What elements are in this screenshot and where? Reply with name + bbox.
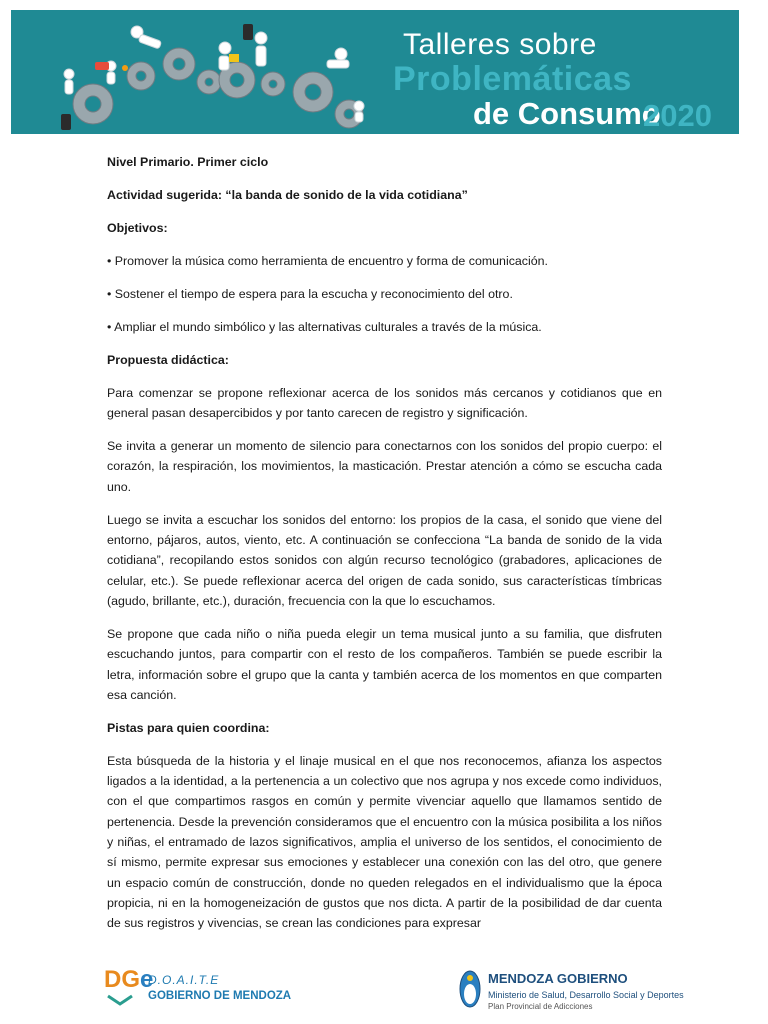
level-heading: Nivel Primario. Primer ciclo (107, 155, 269, 169)
proposal-heading: Propuesta didáctica: (107, 352, 229, 367)
plan-label: Plan Provincial de Adicciones (488, 1002, 593, 1011)
proposal-paragraph: Para comenzar se propone reflexionar acerca de los sonidos más cercanos y cotidianos que en general pasan desapercibidos y por tanto carecen de registro y significación. (107, 385, 662, 421)
dge-logo-suffix: e (140, 966, 154, 993)
objective-item: • Promover la música como herramienta de encuentro y forma de comunicación. (107, 253, 548, 268)
header-banner (11, 10, 739, 134)
gobierno-word: GOBIERNO (556, 971, 628, 986)
dge-logo-prefix: DG (104, 966, 140, 993)
activity-heading: Actividad sugerida: “la banda de sonido de la vida cotidiana” (107, 187, 468, 202)
tips-heading: Pistas para quien coordina: (107, 720, 270, 735)
header-line-1: Talleres sobre (403, 28, 597, 61)
document-body (107, 152, 662, 946)
objectives-heading: Objetivos: (107, 220, 168, 235)
proposal-paragraph: Se invita a generar un momento de silencio para conectarnos con los sonidos del propio cuerpo: el corazón, la respiración, los movimientos, la masticación. Prestar atención a cómo se escucha cada uno. (107, 439, 662, 494)
gears-illustration (11, 10, 391, 134)
proposal-paragraph: Se propone que cada niño o niña pueda elegir un tema musical junto a su familia, que disfruten escuchando juntos, para compartir con el resto de los compañeros. También se puede escribir la letra, información sobre el grupo que la canta y también acerca de los momentos en que comparten esa canción. (107, 626, 662, 702)
doaite-label: D.O.A.I.T.E (148, 973, 220, 987)
dge-logo (104, 966, 153, 994)
tips-paragraph: Esta búsqueda de la historia y el linaje musical en el que nos reconocemos, afianza los aspectos ligados a la identidad, a la pertenencia a un colectivo que nos agrupa y nos excede como individuos, con el que compartimos rasgos en común y permite vivenciar aquello que llamamos sentido de pertenencia. Desde la prevención consideramos que el encuentro con la música posibilita a los niños y niñas, el entramado de lazos significativos, amplia el universo de los sentidos, el conocimiento de sí mismo, permite expresar sus emociones y establecer una conexión con las del otro, que genere un espacio común de construcción, donde no queden relegados en el individualismo que la época propicia, ni en la homogeneización de gustos que nos dicta. A partir de la posibilidad de dar cuenta de sus registros y vivencias, se crean las condiciones para expresar (107, 753, 662, 931)
header-line-3: de Consumo (473, 96, 661, 131)
mendoza-gobierno-title (488, 971, 628, 986)
footer (0, 960, 768, 1024)
gear-icon (73, 48, 363, 128)
header-line-2: Problemáticas (393, 60, 632, 98)
header-year: 2020 (643, 98, 712, 133)
objective-item: • Ampliar el mundo simbólico y las alternativas culturales a través de la música. (107, 319, 542, 334)
mendoza-shield-icon (458, 968, 482, 1010)
dge-chevron-icon (106, 994, 134, 1006)
mendoza-word: MENDOZA (488, 971, 554, 986)
gobierno-mendoza-label: GOBIERNO DE MENDOZA (148, 990, 292, 1002)
ministerio-label: Ministerio de Salud, Desarrollo Social y Deportes (488, 990, 684, 1000)
proposal-paragraph: Luego se invita a escuchar los sonidos del entorno: los propios de la casa, el sonido que viene del entorno, pájaros, autos, viento, etc. A continuación se confecciona “La banda de sonido de la vida cotidiana”, recopilando estos sonidos con algún recurso tecnológico (grabadores, aplicaciones de celular, etc.). Se puede reflexionar acerca del origen de cada sonido, sus características tímbricas (agudo, brillante, etc.), duración, frecuencia con la que lo escuchamos. (107, 512, 662, 608)
objective-item: • Sostener el tiempo de espera para la escucha y reconocimiento del otro. (107, 286, 513, 301)
